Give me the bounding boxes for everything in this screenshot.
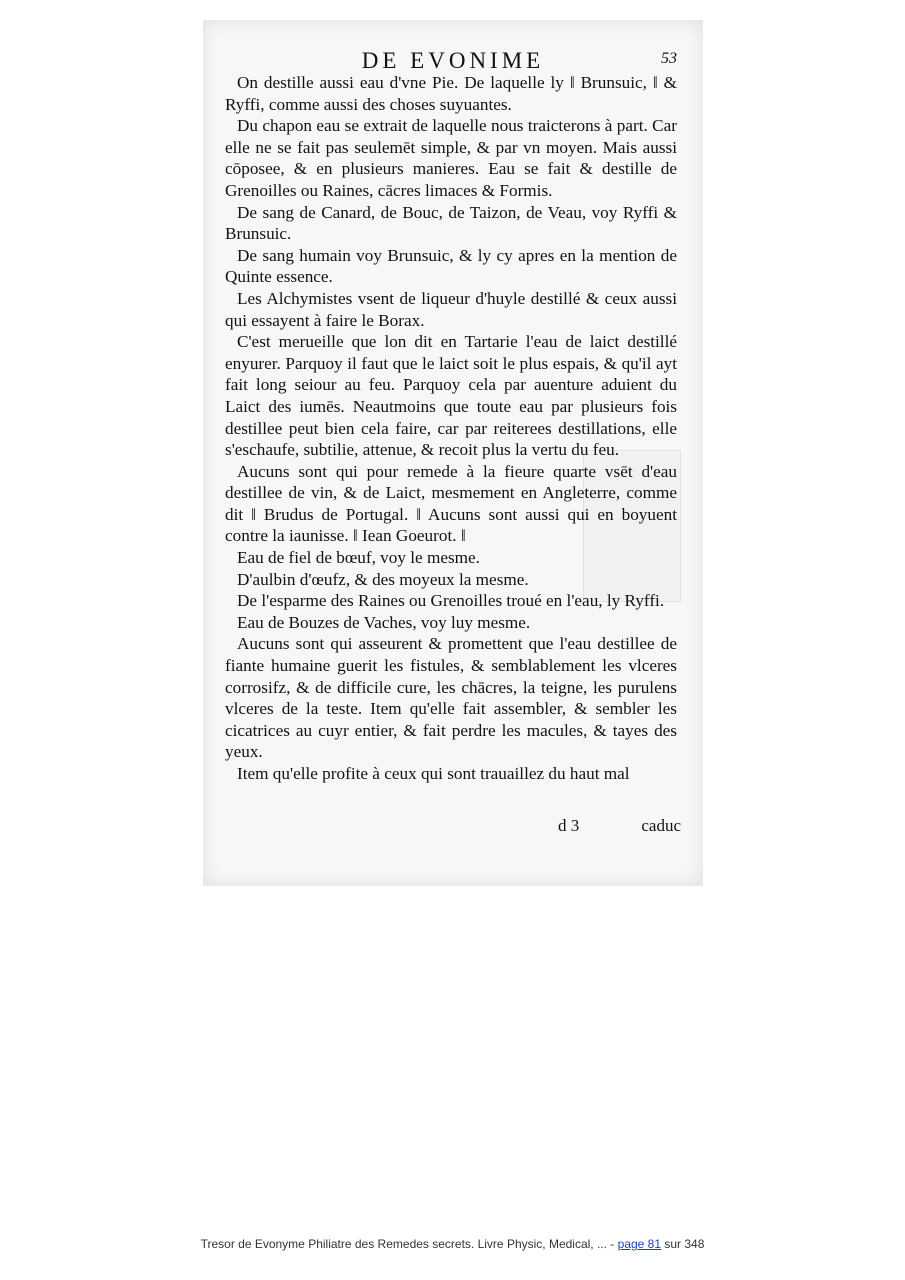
page-link[interactable]: page 81 [617,1237,662,1251]
paragraph: De sang humain voy Brunsuic, & ly cy apres en la mention de Quinte essence. [225,245,677,287]
catchword: caduc [641,816,681,835]
paragraph: De l'esparme des Raines ou Grenoilles troué en l'eau, ly Ryffi. [237,591,665,611]
paragraph: On destille aussi eau d'vne Pie. De laquelle ly ‖ Brunsuic, ‖ & Ryffi, comme aussi des choses suyuantes. [225,73,677,114]
paragraph: D'aulbin d'œufz, & des moyeux la mesme. [237,569,529,589]
paragraph: De sang de Canard, de Bouc, de Taizon, de Veau, voy Ryffi & Brunsuic. [225,202,677,244]
page-footer [203,816,703,840]
paragraph: Les Alchymistes vsent de liqueur d'huyle destillé & ceux aussi qui essayent à faire le Borax. [225,288,677,330]
paragraph: C'est merueille que lon dit en Tartarie l'eau de laict destillé enyurer. Parquoy il faut que le laict soit le plus espais, & qu'il ayt fait long seiour au feu. Parquoy cela par auenture aduient du Laict des iumēs. Neautmoins que toute eau par plusieurs fois destillee peut bien cela faire, car par reiterees destillations, elle s'eschaufe, subtilie, attenue, & recoit plus la vertu du feu. [225,332,677,460]
paragraph: Eau de fiel de bœuf, voy le mesme. [237,548,480,568]
paragraph: Item qu'elle profite à ceux qui sont trauaillez du haut mal [237,764,630,783]
folio-number: 53 [661,50,677,67]
paragraph: Aucuns sont qui asseurent & promettent que l'eau destillee de fiante humaine guerit les fistules, & semblablement les vlceres corrosifz, & de difficile cure, les chācres, la teigne, les purulens vlceres de la teste. Item qu'elle fait assembler, & sembler les cicatrices au cuyr entier, & fait perdre les macules, & tayes des yeux. [225,634,677,762]
paragraph: Du chapon eau se extrait de laquelle nous traicterons à part. Car elle ne se fait pas seulemēt simple, & par vn moyen. Mais aussi cōposee, & en plusieurs manieres. Eau se fait & destille de Grenoilles ou Raines, cācres limaces & Formis. [225,116,677,200]
page-caption [0,1237,905,1251]
scanned-page [203,20,703,886]
paragraph: Aucuns sont qui pour remede à la fieure quarte vsēt d'eau destillee de vin, & de Laict, mesmement en Angleterre, comme dit ‖ Brudus de Portugal. ‖ Aucuns sont aussi qui en boyuent contre la iaunisse. ‖ Iean Goeurot. ‖ [225,461,677,546]
caption-suffix: sur 348 [661,1237,705,1251]
running-title: DE EVONIME [361,48,545,73]
paragraph: Eau de Bouzes de Vaches, voy luy mesme. [237,612,531,632]
body-text [225,72,677,785]
caption-prefix: Tresor de Evonyme Philiatre des Remedes secrets. Livre Physic, Medical, ... - [200,1237,618,1251]
signature-mark: d 3 [558,816,580,835]
